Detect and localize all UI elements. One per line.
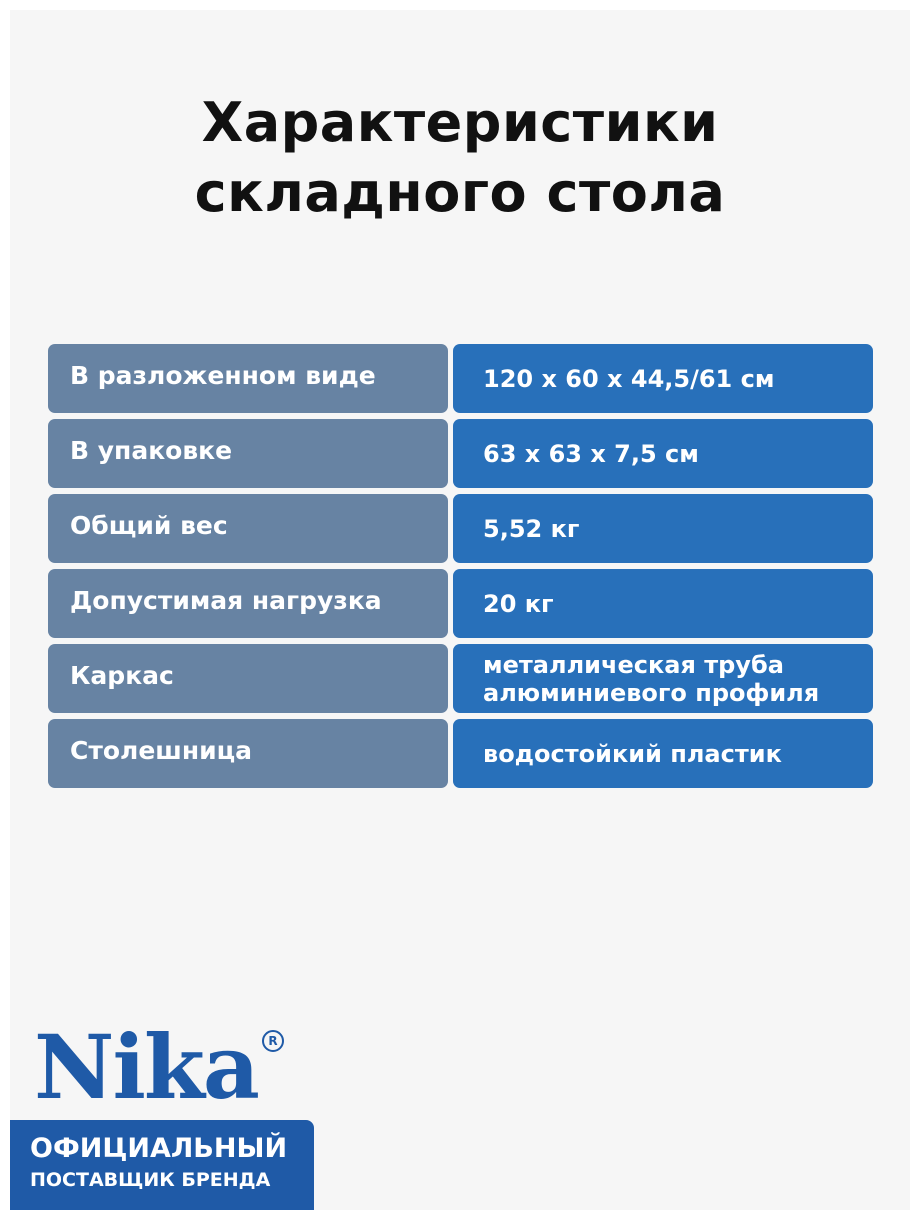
spec-value: 63 х 63 х 7,5 см <box>453 419 873 488</box>
official-supplier-badge <box>10 1120 314 1210</box>
spec-row-max-load <box>48 569 873 638</box>
page-title <box>0 88 920 228</box>
spec-label: Столешница <box>48 719 448 788</box>
spec-label: В упаковке <box>48 419 448 488</box>
spec-label: Допустимая нагрузка <box>48 569 448 638</box>
spec-value: 120 х 60 х 44,5/61 см <box>453 344 873 413</box>
spec-label: Каркас <box>48 644 448 713</box>
title-line-2: складного стола <box>194 161 726 224</box>
spec-value: 20 кг <box>453 569 873 638</box>
spec-row-unfolded-size <box>48 344 873 413</box>
spec-row-weight <box>48 494 873 563</box>
spec-row-package-size <box>48 419 873 488</box>
brand-logo: Nika <box>34 1015 258 1119</box>
title-line-1: Характеристики <box>201 91 719 154</box>
spec-row-tabletop <box>48 719 873 788</box>
spec-label: Общий вес <box>48 494 448 563</box>
spec-label: В разложенном виде <box>48 344 448 413</box>
spec-row-frame <box>48 644 873 713</box>
spec-value: водостойкий пластик <box>453 719 873 788</box>
registered-mark-icon: R <box>262 1030 284 1052</box>
spec-value: металлическая труба алюминиевого профиля <box>453 644 873 713</box>
badge-line-2: ПОСТАВЩИК БРЕНДА <box>30 1169 271 1191</box>
badge-line-1: ОФИЦИАЛЬНЫЙ <box>30 1133 288 1164</box>
specs-table <box>48 344 873 794</box>
spec-value: 5,52 кг <box>453 494 873 563</box>
